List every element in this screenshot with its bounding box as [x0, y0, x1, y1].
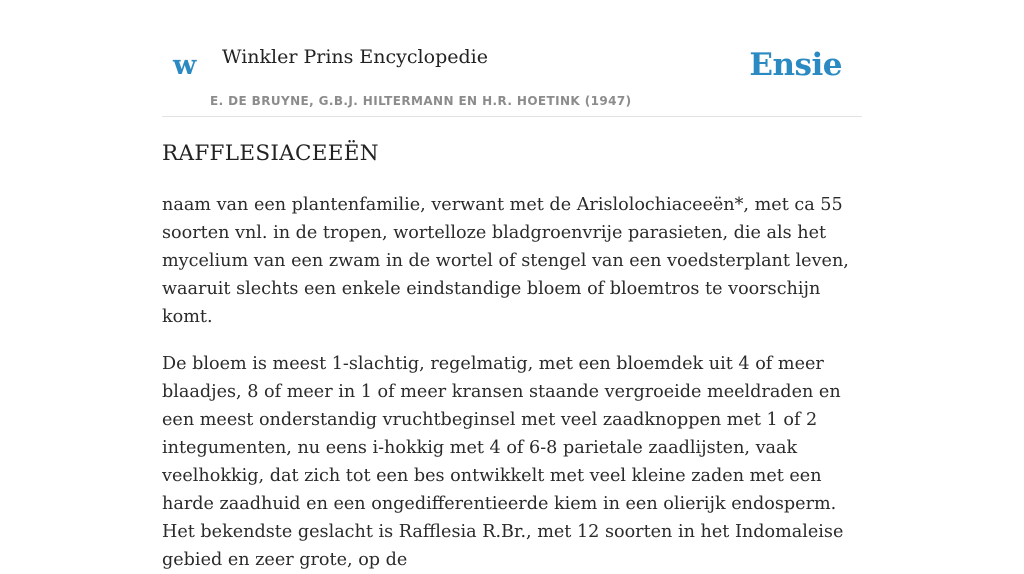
article-paragraph-2: De bloem is meest 1-slachtig, regelmatig, met een bloemdek uit 4 of meer blaadjes, 8 of meer in 1 of meer kransen staande vergroeide meeldraden en een meest onderstandig vruchtbeginsel met veel zaadknoppen met 1 of 2 integumenten, nu eens i-hokkig met 4 of 6-8 parietale zaadlijsten, vaak veelhokkig, dat zich tot een bes ontwikkelt met veel kleine zaden met een harde zaadhuid en een ongedifferentieerde kiem in een olierijk endosperm. Het bekendste geslacht is Rafflesia R.Br., met 12 soorten in het Indomaleise gebied en zeer grote, op de [162, 353, 844, 570]
brand-logo[interactable]: Ensie [749, 47, 842, 83]
source-authors: E. DE BRUYNE, G.B.J. HILTERMANN EN H.R. HOETINK (1947) [210, 94, 632, 108]
article-paragraph-1: naam van een plantenfamilie, verwant met de Arislolochiaceeën*, met ca 55 soorten vnl. in de tropen, wortelloze bladgroenvrije parasieten, die als het mycelium van een zwam in de wortel of stengel van een voedsterplant leven, waaruit slechts een enkele eindstandige bloem of bloemtros te voorschijn komt. [162, 194, 849, 327]
source-logo[interactable]: w [173, 50, 197, 81]
source-title[interactable]: Winkler Prins Encyclopedie [222, 46, 488, 68]
article-title: RAFFLESIACEEËN [162, 141, 379, 166]
source-header [162, 30, 862, 117]
article [162, 140, 864, 574]
